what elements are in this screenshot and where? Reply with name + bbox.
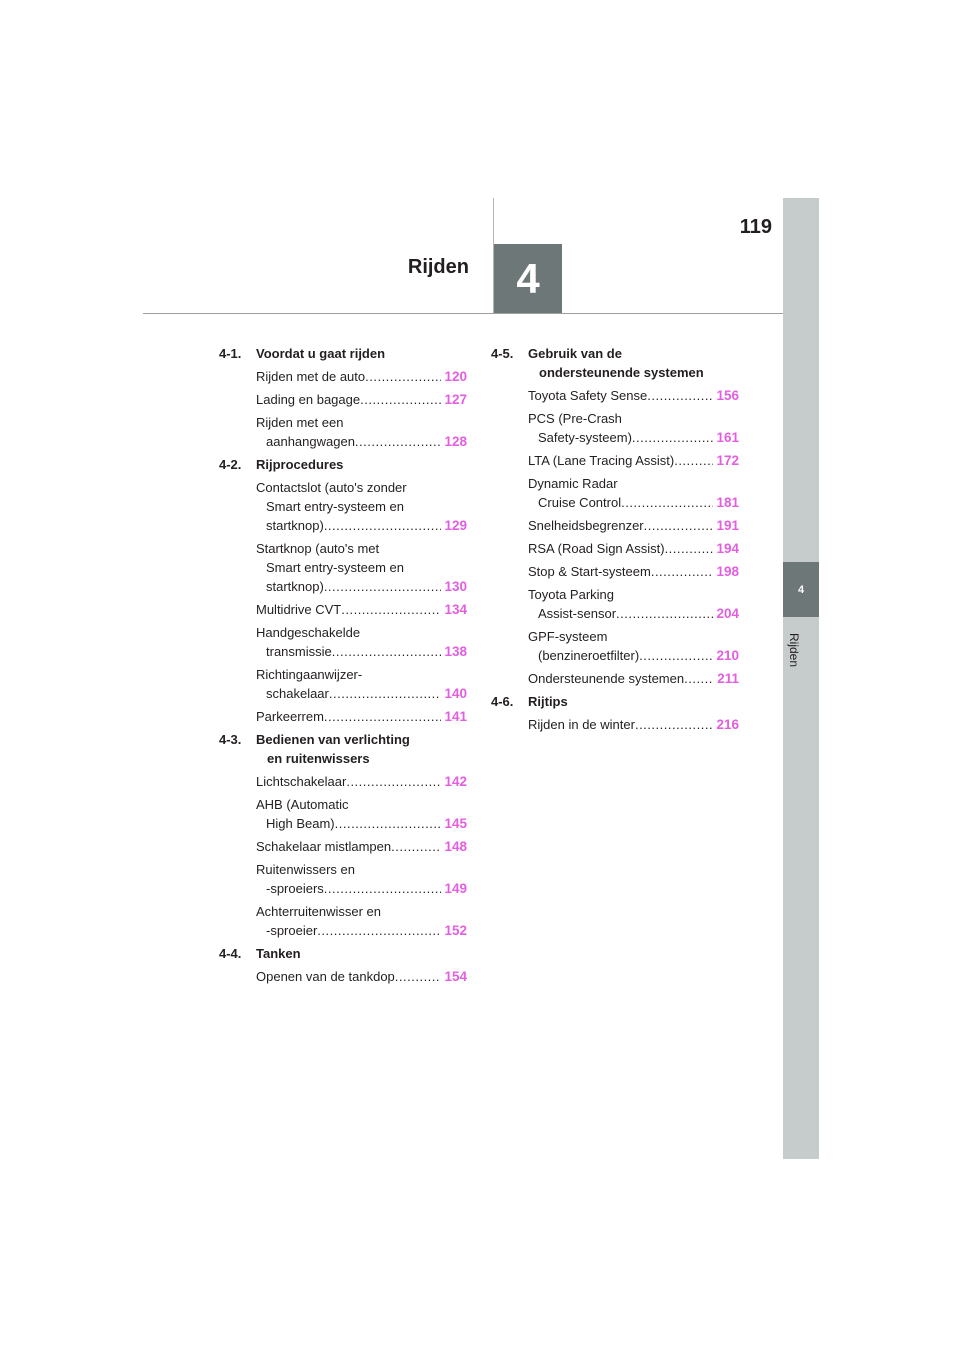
dot-leader (674, 451, 713, 470)
toc-entry-text: (benzineroetfilter) (538, 648, 640, 663)
dot-leader (346, 772, 441, 791)
toc-page-link[interactable]: 138 (444, 644, 467, 659)
toc-entry-line (256, 967, 467, 986)
toc-entry-text: Smart entry-systeem en (266, 560, 404, 575)
dot-leader (644, 516, 714, 535)
toc-page-link[interactable]: 172 (716, 453, 739, 468)
toc-entry[interactable] (256, 795, 467, 833)
toc-page-link[interactable]: 130 (444, 579, 467, 594)
toc-entry-text: Rijden met de auto (256, 369, 366, 384)
dot-leader (317, 921, 441, 940)
section-title: Gebruik van de (528, 346, 622, 361)
toc-entry[interactable] (528, 386, 739, 405)
toc-entry-text: Lichtschakelaar (256, 774, 347, 789)
toc-entry-line (256, 413, 467, 432)
toc-entry-line (528, 474, 739, 493)
toc-page-link[interactable]: 210 (716, 648, 739, 663)
section-number: 4-1. (219, 346, 242, 361)
toc-entry-text: Startknop (auto's met (256, 541, 380, 556)
toc-entry-line (256, 497, 467, 516)
toc-entry[interactable] (528, 715, 739, 734)
toc-section-heading[interactable] (219, 730, 467, 768)
dot-leader (391, 837, 441, 856)
dot-leader (647, 386, 713, 405)
toc-section-heading[interactable] (219, 944, 467, 963)
toc-entry[interactable] (528, 539, 739, 558)
toc-entry-text: Rijden in de winter (528, 717, 635, 732)
toc-entry-text: startknop) (266, 579, 324, 594)
toc-page-link[interactable]: 152 (444, 923, 467, 938)
section-number: 4-6. (491, 694, 514, 709)
toc-page-link[interactable]: 141 (444, 709, 467, 724)
toc-entry-line (256, 432, 467, 451)
toc-entry-text: GPF-systeem (528, 629, 608, 644)
toc-entry-line (256, 921, 467, 940)
toc-entry-line (256, 684, 467, 703)
dot-leader (360, 390, 441, 409)
toc-entry-text: startknop) (266, 518, 324, 533)
section-title: ondersteunende systemen (539, 365, 704, 380)
chapter-number-box: 4 (494, 244, 562, 313)
toc-entry[interactable] (256, 902, 467, 940)
toc-entry-line (256, 516, 467, 535)
toc-entry-text: Lading en bagage (256, 392, 361, 407)
section-title: Rijprocedures (256, 457, 344, 472)
toc-entry-text: Schakelaar mistlampen (256, 839, 392, 854)
toc-entry-line (528, 386, 739, 405)
toc-entry-text: Smart entry-systeem en (266, 499, 404, 514)
section-title: Bedienen van verlichting (256, 732, 410, 747)
toc-right-column (491, 344, 739, 738)
toc-entry[interactable] (528, 451, 739, 470)
toc-entry[interactable] (256, 772, 467, 791)
dot-leader (621, 493, 713, 512)
toc-entry-text: Openen van de tankdop (256, 969, 395, 984)
toc-page-link[interactable]: 120 (444, 369, 467, 384)
toc-page-link[interactable]: 156 (716, 388, 739, 403)
section-number: 4-5. (491, 346, 514, 361)
toc-entry[interactable] (256, 860, 467, 898)
toc-entry-text: Achterruitenwisser en (256, 904, 381, 919)
toc-page-link[interactable]: 181 (716, 495, 739, 510)
toc-page-link[interactable]: 149 (444, 881, 467, 896)
toc-page-link[interactable]: 129 (444, 518, 467, 533)
toc-page-link[interactable]: 211 (717, 671, 739, 686)
toc-entry[interactable] (256, 665, 467, 703)
toc-entry-text: Assist-sensor (538, 606, 617, 621)
toc-entry[interactable] (256, 413, 467, 451)
toc-entry-text: LTA (Lane Tracing Assist) (528, 453, 675, 468)
toc-entry-line (256, 367, 467, 386)
toc-page-link[interactable]: 154 (444, 969, 467, 984)
toc-entry-line (528, 562, 739, 581)
toc-entry-line (256, 478, 467, 497)
toc-entry[interactable] (256, 967, 467, 986)
toc-entry[interactable] (528, 474, 739, 512)
dot-leader (329, 684, 442, 703)
toc-entry[interactable] (256, 623, 467, 661)
toc-entry-text: Ruitenwissers en (256, 862, 355, 877)
toc-entry-line (528, 451, 739, 470)
toc-entry[interactable] (528, 669, 739, 688)
toc-entry-text: Safety-systeem) (538, 430, 632, 445)
toc-entry-text: PCS (Pre-Crash (528, 411, 622, 426)
toc-entry-text: Richtingaanwijzer- (256, 667, 363, 682)
section-number: 4-2. (219, 457, 242, 472)
toc-entry-line (528, 646, 739, 665)
dot-leader (632, 428, 714, 447)
section-title: Tanken (256, 946, 301, 961)
toc-entry[interactable] (528, 409, 739, 447)
toc-entry-text: Toyota Parking (528, 587, 614, 602)
toc-entry-text: Rijden met een (256, 415, 344, 430)
toc-page-link[interactable]: 148 (444, 839, 467, 854)
toc-entry-line (256, 600, 467, 619)
side-tab-strip (783, 198, 819, 1159)
toc-entry-line (256, 860, 467, 879)
toc-entry-line (256, 390, 467, 409)
toc-entry-line (256, 795, 467, 814)
toc-entry[interactable] (256, 539, 467, 596)
dot-leader (332, 642, 442, 661)
toc-entry-line (528, 516, 739, 535)
dot-leader (324, 707, 442, 726)
toc-entry-text: Contactslot (auto's zonder (256, 480, 407, 495)
toc-entry-text: High Beam) (266, 816, 335, 831)
toc-entry-text: Dynamic Radar (528, 476, 618, 491)
dot-leader (635, 715, 714, 734)
chapter-title: Rijden (407, 256, 469, 278)
toc-entry-text: transmissie (266, 644, 332, 659)
dot-leader (335, 814, 442, 833)
toc-entry-text: -sproeiers (266, 881, 324, 896)
toc-entry-text: RSA (Road Sign Assist) (528, 541, 665, 556)
toc-section-heading[interactable] (219, 455, 467, 474)
toc-entry-text: Cruise Control (538, 495, 622, 510)
toc-entry-line (256, 902, 467, 921)
section-number: 4-3. (219, 732, 242, 747)
toc-entry[interactable] (256, 837, 467, 856)
dot-leader (395, 967, 442, 986)
toc-left-column (219, 344, 467, 990)
toc-entry-text: schakelaar (266, 686, 329, 701)
toc-entry[interactable] (528, 562, 739, 581)
toc-entry-text: aanhangwagen (266, 434, 355, 449)
dot-leader (341, 600, 441, 619)
toc-entry-text: Parkeerrem (256, 709, 324, 724)
toc-page-link[interactable]: 134 (444, 602, 467, 617)
toc-entry-text: Stop & Start-systeem (528, 564, 651, 579)
toc-entry[interactable] (528, 627, 739, 665)
dot-leader (324, 516, 442, 535)
toc-entry[interactable] (256, 367, 467, 386)
toc-entry-line (256, 539, 467, 558)
toc-page-link[interactable]: 142 (444, 774, 467, 789)
toc-page-link[interactable]: 127 (444, 392, 467, 407)
toc-entry-line (256, 665, 467, 684)
toc-entry-line (256, 837, 467, 856)
toc-entry-line (528, 585, 739, 604)
dot-leader (684, 669, 714, 688)
toc-entry[interactable] (256, 478, 467, 535)
toc-page-link[interactable]: 191 (716, 518, 739, 533)
toc-page-link[interactable]: 140 (444, 686, 467, 701)
dot-leader (355, 432, 442, 451)
toc-entry-line (256, 623, 467, 642)
toc-entry[interactable] (528, 585, 739, 623)
dot-leader (651, 562, 714, 581)
toc-entry-line (256, 577, 467, 596)
dot-leader (324, 577, 442, 596)
section-title: Rijtips (528, 694, 568, 709)
toc-page-link[interactable]: 198 (716, 564, 739, 579)
toc-entry-line (528, 409, 739, 428)
toc-entry[interactable] (528, 516, 739, 535)
toc-section-heading[interactable] (219, 344, 467, 363)
toc-entry-text: Multidrive CVT (256, 602, 342, 617)
dot-leader (639, 646, 713, 665)
toc-entry-text: Snelheidsbegrenzer (528, 518, 644, 533)
toc-entry[interactable] (256, 600, 467, 619)
page-number: 119 (739, 216, 772, 238)
toc-section-heading[interactable] (491, 692, 739, 711)
section-title: Voordat u gaat rijden (256, 346, 386, 361)
dot-leader (665, 539, 714, 558)
side-tab-chapter-number[interactable]: 4 (783, 562, 819, 617)
toc-entry-text: Ondersteunende systemen (528, 671, 685, 686)
toc-page-link[interactable]: 216 (716, 717, 739, 732)
header-horizontal-rule (143, 313, 783, 314)
toc-entry-text: -sproeier (266, 923, 318, 938)
dot-leader (616, 604, 713, 623)
section-number: 4-4. (219, 946, 242, 961)
toc-entry-text: Handgeschakelde (256, 625, 361, 640)
toc-entry-line (528, 627, 739, 646)
toc-entry-line (256, 879, 467, 898)
toc-entry-line (528, 428, 739, 447)
section-title: en ruitenwissers (267, 751, 370, 766)
dot-leader (365, 367, 441, 386)
toc-entry-line (256, 814, 467, 833)
toc-entry-line (528, 669, 739, 688)
dot-leader (324, 879, 442, 898)
toc-section-heading[interactable] (491, 344, 739, 382)
side-tab-label: Rijden (787, 632, 801, 668)
toc-page-link[interactable]: 194 (716, 541, 739, 556)
toc-page-link[interactable]: 161 (716, 430, 739, 445)
toc-entry-line (256, 642, 467, 661)
toc-page-link[interactable]: 128 (444, 434, 467, 449)
toc-page-link[interactable]: 204 (716, 606, 739, 621)
toc-entry-line (528, 715, 739, 734)
toc-entry[interactable] (256, 390, 467, 409)
toc-entry-line (256, 707, 467, 726)
toc-entry[interactable] (256, 707, 467, 726)
toc-entry-text: AHB (Automatic (256, 797, 349, 812)
toc-entry-line (256, 772, 467, 791)
toc-entry-line (528, 539, 739, 558)
toc-entry-line (528, 604, 739, 623)
toc-entry-line (528, 493, 739, 512)
toc-entry-line (256, 558, 467, 577)
toc-entry-text: Toyota Safety Sense (528, 388, 648, 403)
toc-page-link[interactable]: 145 (444, 816, 467, 831)
